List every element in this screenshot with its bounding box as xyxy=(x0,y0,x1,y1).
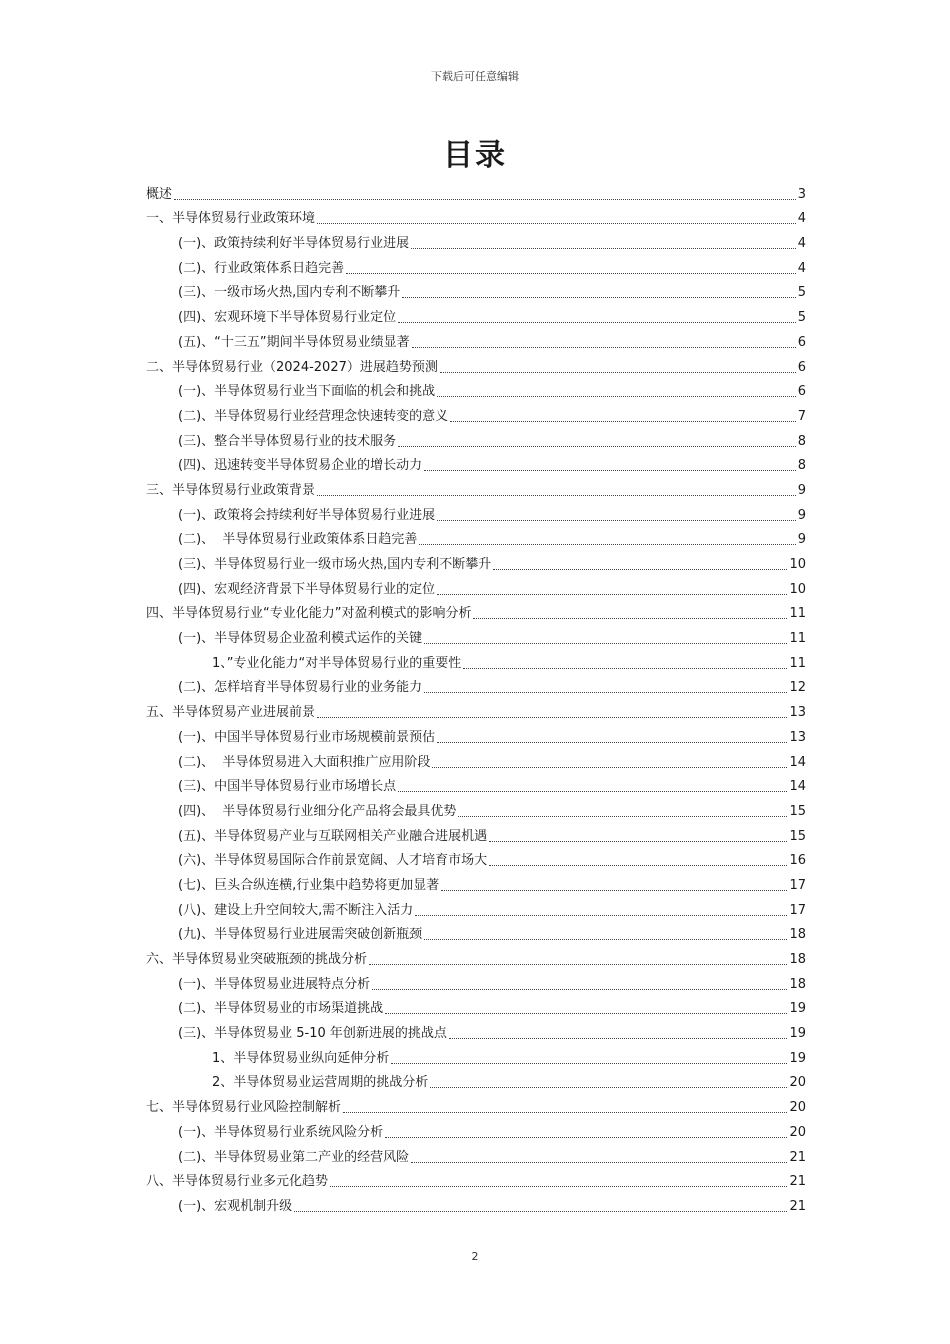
toc-entry-page: 6 xyxy=(797,384,806,400)
toc-leader-dots xyxy=(458,816,787,817)
toc-entry-text: (二)、 半导体贸易进入大面积推广应用阶段 xyxy=(178,754,431,770)
toc-entry-page: 7 xyxy=(797,408,806,424)
toc-entry-page: 15 xyxy=(789,828,806,844)
toc-entry-page: 14 xyxy=(789,754,806,770)
toc-entry-page: 3 xyxy=(797,186,806,202)
toc-entry-page: 21 xyxy=(789,1174,806,1190)
toc-entry[interactable] xyxy=(146,376,806,401)
toc-leader-dots xyxy=(450,421,796,422)
toc-entry-page: 19 xyxy=(789,1050,806,1066)
toc-entry[interactable] xyxy=(146,425,806,450)
toc-entry[interactable] xyxy=(146,1017,806,1042)
toc-entry-page: 5 xyxy=(797,285,806,301)
toc-entry[interactable] xyxy=(146,450,806,475)
toc-entry-text: 三、半导体贸易行业政策背景 xyxy=(146,482,316,498)
toc-entry-page: 19 xyxy=(789,1026,806,1042)
toc-entry-text: (一)、政策将会持续利好半导体贸易行业进展 xyxy=(178,507,436,523)
toc-entry-text: (二)、怎样培育半导体贸易行业的业务能力 xyxy=(178,680,423,696)
toc-entry[interactable] xyxy=(146,573,806,598)
toc-leader-dots xyxy=(330,1186,787,1187)
toc-leader-dots xyxy=(398,446,796,447)
toc-entry-page: 11 xyxy=(789,606,806,622)
toc-leader-dots xyxy=(424,643,787,644)
toc-entry-page: 13 xyxy=(789,705,806,721)
toc-entry-text: (五)、“十三五”期间半导体贸易业绩显著 xyxy=(178,334,410,350)
toc-entry-text: 二、半导体贸易行业（2024-2027）进展趋势预测 xyxy=(146,359,438,375)
toc-leader-dots xyxy=(372,989,787,990)
toc-entry[interactable] xyxy=(146,548,806,573)
toc-entry-text: 概述 xyxy=(146,186,173,202)
toc-entry-text: (二)、半导体贸易行业经营理念快速转变的意义 xyxy=(178,408,449,424)
toc-leader-dots xyxy=(369,964,787,965)
toc-entry-text: (四)、迅速转变半导体贸易企业的增长动力 xyxy=(178,458,423,474)
toc-entry[interactable] xyxy=(146,1190,806,1215)
toc-leader-dots xyxy=(317,495,796,496)
toc-entry-page: 17 xyxy=(789,877,806,893)
toc-entry[interactable] xyxy=(146,622,806,647)
toc-leader-dots xyxy=(385,1013,787,1014)
toc-entry[interactable] xyxy=(146,277,806,302)
toc-leader-dots xyxy=(343,1112,787,1113)
toc-entry[interactable] xyxy=(146,326,806,351)
toc-leader-dots xyxy=(441,890,787,891)
toc-entry-text: (一)、半导体贸易企业盈利模式运作的关键 xyxy=(178,631,423,647)
toc-entry[interactable] xyxy=(146,1166,806,1191)
toc-leader-dots xyxy=(449,1038,788,1039)
toc-entry-page: 9 xyxy=(797,507,806,523)
toc-entry-text: (二)、行业政策体系日趋完善 xyxy=(178,260,345,276)
toc-entry-page: 21 xyxy=(789,1198,806,1214)
toc-entry[interactable] xyxy=(146,499,806,524)
toc-leader-dots xyxy=(411,1162,787,1163)
toc-entry-text: 五、半导体贸易产业进展前景 xyxy=(146,705,316,721)
toc-entry-text: (一)、宏观机制升级 xyxy=(178,1198,293,1214)
toc-entry[interactable] xyxy=(146,1141,806,1166)
toc-entry-page: 13 xyxy=(789,729,806,745)
toc-entry[interactable] xyxy=(146,845,806,870)
toc-entry-page: 21 xyxy=(789,1149,806,1165)
toc-entry-page: 11 xyxy=(789,655,806,671)
toc-entry-text: (七)、巨头合纵连横,行业集中趋势将更加显著 xyxy=(178,877,440,893)
toc-entry[interactable] xyxy=(146,894,806,919)
toc-entry-text: (一)、政策持续利好半导体贸易行业进展 xyxy=(178,236,410,252)
toc-entry-text: (九)、半导体贸易行业进展需突破创新瓶颈 xyxy=(178,927,423,943)
toc-entry-text: (四)、宏观环境下半导体贸易行业定位 xyxy=(178,310,397,326)
toc-entry-text: 八、半导体贸易行业多元化趋势 xyxy=(146,1174,329,1190)
toc-leader-dots xyxy=(317,223,796,224)
toc-entry-page: 6 xyxy=(797,359,806,375)
toc-entry-text: (三)、整合半导体贸易行业的技术服务 xyxy=(178,433,397,449)
toc-entry[interactable] xyxy=(146,203,806,228)
toc-entry[interactable] xyxy=(146,1091,806,1116)
toc-entry-text: (四)、宏观经济背景下半导体贸易行业的定位 xyxy=(178,581,436,597)
toc-entry[interactable] xyxy=(146,351,806,376)
toc-entry-page: 9 xyxy=(797,482,806,498)
toc-entry[interactable] xyxy=(146,474,806,499)
toc-entry-text: 1、半导体贸易业纵向延伸分析 xyxy=(212,1050,390,1066)
toc-entry-text: (四)、 半导体贸易行业细分化产品将会最具优势 xyxy=(178,803,457,819)
toc-entry[interactable] xyxy=(146,178,806,203)
toc-entry[interactable] xyxy=(146,1067,806,1092)
toc-entry[interactable] xyxy=(146,301,806,326)
toc-leader-dots xyxy=(437,520,796,521)
toc-entry-page: 16 xyxy=(789,853,806,869)
toc-entry[interactable] xyxy=(146,820,806,845)
toc-entry-text: 六、半导体贸易业突破瓶颈的挑战分析 xyxy=(146,952,368,967)
toc-entry[interactable] xyxy=(146,795,806,820)
toc-entry-text: (一)、半导体贸易行业系统风险分析 xyxy=(178,1124,384,1140)
toc-leader-dots xyxy=(424,470,796,471)
page-header: 下载后可任意编辑 xyxy=(431,70,519,83)
toc-entry-page: 4 xyxy=(797,236,806,252)
toc-entry[interactable] xyxy=(146,919,806,944)
toc-entry-page: 6 xyxy=(797,334,806,350)
toc-leader-dots xyxy=(174,199,796,200)
toc-leader-dots xyxy=(493,569,787,570)
toc-entry-text: (八)、建设上升空间较大,需不断注入活力 xyxy=(178,902,414,918)
toc-entry[interactable] xyxy=(146,1042,806,1067)
toc-entry[interactable] xyxy=(146,696,806,721)
toc-leader-dots xyxy=(402,297,795,298)
toc-entry-text: 2、半导体贸易业运营周期的挑战分析 xyxy=(212,1075,429,1091)
toc-leader-dots xyxy=(437,742,787,743)
toc-entry-text: (五)、半导体贸易产业与互联网相关产业融合进展机遇 xyxy=(178,828,488,844)
toc-entry-page: 18 xyxy=(789,952,806,967)
toc-leader-dots xyxy=(294,1211,787,1212)
toc-entry-page: 8 xyxy=(797,458,806,474)
toc-entry-page: 15 xyxy=(789,803,806,819)
table-of-contents xyxy=(146,178,806,1215)
toc-entry-text: (二)、半导体贸易业第二产业的经营风险 xyxy=(178,1149,410,1165)
toc-leader-dots xyxy=(385,1137,787,1138)
toc-entry-page: 17 xyxy=(789,902,806,918)
toc-entry-page: 11 xyxy=(789,631,806,647)
toc-entry[interactable] xyxy=(146,672,806,697)
toc-entry-page: 4 xyxy=(797,260,806,276)
toc-entry-page: 5 xyxy=(797,310,806,326)
toc-leader-dots xyxy=(411,248,796,249)
toc-entry[interactable] xyxy=(146,968,806,993)
toc-entry-page: 20 xyxy=(789,1124,806,1140)
toc-entry-text: (一)、半导体贸易行业当下面临的机会和挑战 xyxy=(178,384,436,400)
toc-leader-dots xyxy=(415,915,787,916)
toc-entry-page: 18 xyxy=(789,927,806,943)
toc-leader-dots xyxy=(424,692,787,693)
toc-entry-page: 10 xyxy=(789,581,806,597)
toc-entry[interactable] xyxy=(146,598,806,623)
toc-entry[interactable] xyxy=(146,746,806,771)
toc-entry-text: (二)、 半导体贸易行业政策体系日趋完善 xyxy=(178,532,418,548)
toc-entry-page: 8 xyxy=(797,433,806,449)
toc-entry[interactable] xyxy=(146,721,806,746)
toc-leader-dots xyxy=(437,594,787,595)
toc-entry[interactable] xyxy=(146,993,806,1018)
toc-entry-text: (三)、半导体贸易行业一级市场火热,国内专利不断攀升 xyxy=(178,557,492,572)
toc-leader-dots xyxy=(412,347,796,348)
toc-entry-page: 20 xyxy=(789,1075,806,1091)
toc-leader-dots xyxy=(463,668,787,669)
toc-leader-dots xyxy=(317,717,787,718)
toc-leader-dots xyxy=(398,322,796,323)
toc-leader-dots xyxy=(430,1087,787,1088)
toc-leader-dots xyxy=(473,618,787,619)
toc-leader-dots xyxy=(489,841,787,842)
toc-entry-text: (一)、中国半导体贸易行业市场规模前景预估 xyxy=(178,729,436,745)
toc-entry-page: 14 xyxy=(789,779,806,795)
toc-entry[interactable] xyxy=(146,1116,806,1141)
toc-entry-text: (六)、半导体贸易国际合作前景宽阔、人才培育市场大 xyxy=(178,853,488,869)
toc-entry-page: 4 xyxy=(797,211,806,227)
toc-entry[interactable] xyxy=(146,252,806,277)
toc-entry-text: (三)、中国半导体贸易行业市场增长点 xyxy=(178,779,397,795)
page-number: 2 xyxy=(471,1250,479,1263)
toc-leader-dots xyxy=(440,372,796,373)
toc-leader-dots xyxy=(398,791,787,792)
toc-entry-page: 19 xyxy=(789,1001,806,1017)
toc-leader-dots xyxy=(419,544,795,545)
toc-entry-text: 七、半导体贸易行业风险控制解析 xyxy=(146,1100,342,1116)
page-title: 目录 xyxy=(443,138,507,173)
toc-entry-page: 12 xyxy=(789,680,806,696)
toc-entry[interactable] xyxy=(146,869,806,894)
toc-entry[interactable] xyxy=(146,227,806,252)
toc-entry-text: (三)、一级市场火热,国内专利不断攀升 xyxy=(178,285,401,301)
toc-leader-dots xyxy=(437,396,796,397)
toc-leader-dots xyxy=(424,939,787,940)
toc-entry-page: 10 xyxy=(789,557,806,572)
toc-entry-text: 一、半导体贸易行业政策环境 xyxy=(146,211,316,227)
toc-entry-page: 9 xyxy=(797,532,806,548)
toc-leader-dots xyxy=(346,273,796,274)
toc-entry[interactable] xyxy=(146,524,806,549)
toc-entry[interactable] xyxy=(146,943,806,968)
toc-leader-dots xyxy=(391,1063,787,1064)
toc-entry[interactable] xyxy=(146,771,806,796)
toc-entry-text: 四、半导体贸易行业“专业化能力”对盈利模式的影响分析 xyxy=(146,606,472,622)
toc-entry-page: 18 xyxy=(789,976,806,992)
toc-entry-text: (二)、半导体贸易业的市场渠道挑战 xyxy=(178,1001,384,1017)
toc-entry-text: (一)、半导体贸易业进展特点分析 xyxy=(178,976,371,992)
toc-entry[interactable] xyxy=(146,647,806,672)
toc-leader-dots xyxy=(432,767,787,768)
toc-entry-text: 1、”专业化能力“对半导体贸易行业的重要性 xyxy=(212,655,462,671)
toc-entry-page: 20 xyxy=(789,1100,806,1116)
toc-entry[interactable] xyxy=(146,400,806,425)
toc-leader-dots xyxy=(489,865,787,866)
toc-entry-text: (三)、半导体贸易业 5-10 年创新进展的挑战点 xyxy=(178,1026,447,1042)
